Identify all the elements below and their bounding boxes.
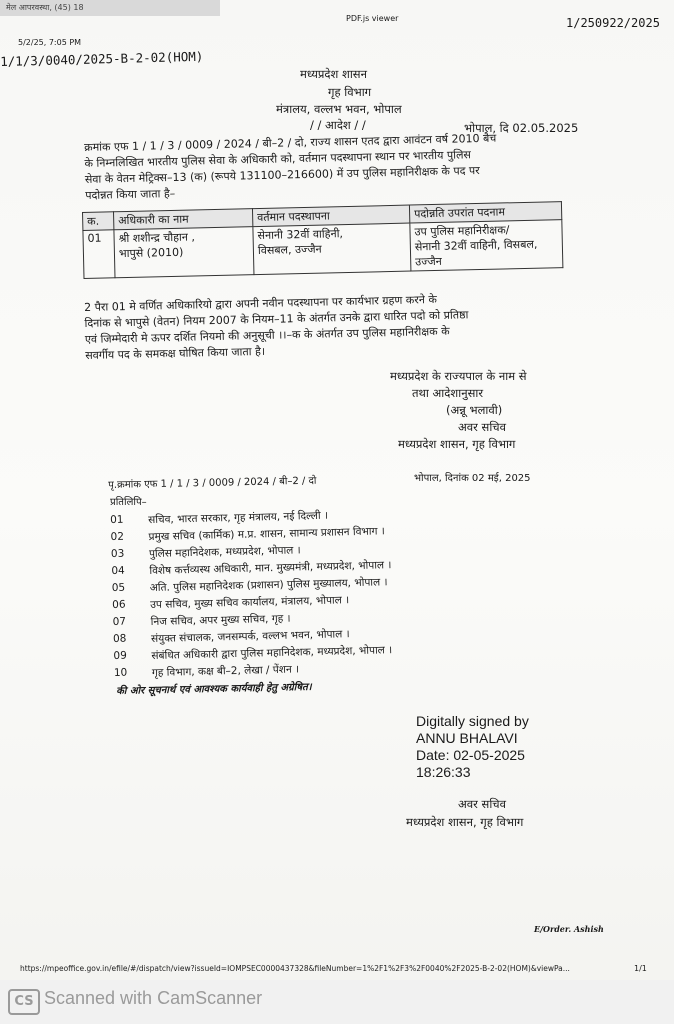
item-text: संबंधित अधिकारी द्वारा पुलिस महानिदेशक, मध्यप्रदेश, भोपाल । <box>151 644 393 663</box>
item-no: 05 <box>111 581 126 594</box>
cell-post <box>410 220 563 271</box>
item-text: अति. पुलिस महानिदेशक (प्रशासन) पुलिस मुख्यालय, भोपाल । <box>149 576 388 595</box>
camscanner-text: Scanned with CamScanner <box>44 988 263 1008</box>
para2-line: एवं जिम्मेदारी मे ऊपर दर्शित नियमो की अनुसूची ।।–क के अंतर्गत उप पुलिस महानिरीक्षक के <box>84 324 450 346</box>
intro-paragraph <box>84 131 498 204</box>
item-no: 07 <box>112 615 127 628</box>
footer-url[interactable]: https://mpeoffice.gov.in/efile/#/dispatch/view?issueId=IOMPSEC0000437328&fileNumber=1%2F1%2F3%2F0040%2F2025-B-2-02(HOM)&viewPa... <box>20 964 570 973</box>
camscanner-logo: CS <box>8 989 40 1015</box>
top-left-strip-text: मेल आपरवस्था, (45) 18 <box>6 3 84 12</box>
cell-no: 01 <box>83 230 115 279</box>
distribution-list <box>110 503 544 683</box>
item-no: 02 <box>110 530 125 543</box>
item-no: 01 <box>110 513 124 526</box>
intro-line: क्रमांक एफ 1 / 1 / 3 / 0009 / 2024 / बी–2 / दो, राज्य शासन एतद द्वारा आवंटन वर्ष 2010 बैच <box>84 131 497 154</box>
signature-line: 18:26:33 <box>416 764 471 780</box>
item-text: प्रमुख सचिव (कार्मिक) म.प्र. शासन, सामान्य प्रशासन विभाग । <box>148 525 385 544</box>
item-text: सचिव, भारत सरकार, गृह मंत्रालय, नई दिल्ली । <box>148 509 329 527</box>
endorsement-place-date: भोपाल, दिनांक 02 मई, 2025 <box>414 473 531 484</box>
item-text: उप सचिव, मुख्य सचिव कार्यालय, मंत्रालय, भोपाल । <box>150 594 350 612</box>
intro-line: पदोन्नत किया जाता है– <box>85 186 176 202</box>
cell-name <box>114 227 254 278</box>
intro-line: के निम्नलिखित भारतीय पुलिस सेवा के अधिकारी को, वर्तमान पदस्थापना स्थान पर भारतीय पुलिस <box>84 148 472 170</box>
table-row <box>83 220 563 279</box>
item-text: विशेष कर्त्तव्यस्थ अधिकारी, मान. मुख्यमंत्री, मध्यप्रदेश, भोपाल । <box>149 559 392 578</box>
para2-line: दिनांक से भापुसे (वेतन) नियम 2007 के नियम–11 के अंतर्गत उनके द्वारा धारित पदो को प्रतिष्ठा <box>84 308 469 330</box>
item-no: 04 <box>111 564 125 577</box>
bottom-sign-line-2: मध्यप्रदेश शासन, गृह विभाग <box>406 815 524 829</box>
item-no: 06 <box>112 598 126 611</box>
item-no: 08 <box>112 632 127 645</box>
e-order-note: E/Order. Ashish <box>534 924 604 934</box>
office-line-1: मध्यप्रदेश शासन <box>300 67 367 81</box>
order-title: / / आदेश / / <box>310 118 366 132</box>
file-number: 1/1/3/0040/2025-B-2-02(HOM) <box>0 48 204 69</box>
signoff-line-2: तथा आदेशानुसार <box>412 386 484 400</box>
post-line: सेनानी 32वीं वाहिनी, विसबल, <box>414 237 538 254</box>
signature-line: ANNU BHALAVI <box>416 730 518 746</box>
item-text: गृह विभाग, कक्ष बी–2, लेखा / पेंशन । <box>151 663 300 680</box>
promotion-table <box>82 201 563 279</box>
para2-line: सवर्गीय पद के समकक्ष घोषित किया जाता है। <box>85 344 266 362</box>
signature-line: Date: 02-05-2025 <box>416 747 525 763</box>
item-text: पुलिस महानिदेशक, मध्यप्रदेश, भोपाल । <box>148 544 301 561</box>
col-header-no: क. <box>83 212 114 231</box>
signoff-line-5: मध्यप्रदेश शासन, गृह विभाग <box>398 437 516 451</box>
print-datetime: 5/2/25, 7:05 PM <box>18 38 82 47</box>
post-line: उज्जैन <box>415 254 442 269</box>
item-no: 10 <box>113 666 128 679</box>
col-header-current: वर्तमान पदस्थापना <box>252 205 409 227</box>
post-line: उप पुलिस महानिरीक्षक/ <box>414 223 510 239</box>
office-line-3: मंत्रालय, वल्लभ भवन, भोपाल <box>276 102 402 116</box>
digital-signature <box>416 713 529 781</box>
top-right-number: 1/250922/2025 <box>566 16 660 30</box>
footer-page: 1/1 <box>634 964 647 973</box>
signature-line: Digitally signed by <box>416 713 529 729</box>
name-line: श्री शशीन्द्र चौहान , <box>118 230 196 246</box>
col-header-post: पदोन्नति उपरांत पदनाम <box>409 202 561 223</box>
item-no: 03 <box>110 547 125 560</box>
signoff-line-4: अवर सचिव <box>458 420 506 434</box>
item-text: निज सचिव, अपर मुख्य सचिव, गृह । <box>150 612 291 629</box>
col-header-name: अधिकारी का नाम <box>114 209 253 230</box>
order-place-date: भोपाल, दि 02.05.2025 <box>464 121 579 135</box>
current-line: सेनानी 32वीं वाहिनी, <box>257 227 344 243</box>
signoff-line-1: मध्यप्रदेश के राज्यपाल के नाम से <box>390 369 527 383</box>
bottom-sign-line-1: अवर सचिव <box>458 797 506 811</box>
viewer-title: PDF.js viewer <box>346 14 399 23</box>
current-line: विसबल, उज्जैन <box>257 242 322 258</box>
copy-label: प्रतिलिपि– <box>110 497 147 508</box>
cell-current <box>253 223 411 275</box>
para2-line: 2 पैरा 01 मे वर्णित अधिकारियो द्वारा अपनी नवीन पदस्थापना पर कार्यभार ग्रहण करने के <box>84 292 437 314</box>
office-line-2: गृह विभाग <box>328 85 372 99</box>
forwarding-note: की ओर सूचनार्थ एवं आवश्यक कार्यवाही हेतु अग्रेषित। <box>116 681 312 697</box>
endorsement-number: पृ.क्रमांक एफ 1 / 1 / 3 / 0009 / 2024 / बी–2 / दो <box>108 475 317 491</box>
item-no: 09 <box>113 649 127 662</box>
paragraph-2 <box>84 291 469 364</box>
intro-line: सेवा के वेतन मेट्रिक्स–13 (क) (रूपये 131100–216600) में उप पुलिस महानिरीक्षक के पद पर <box>84 164 480 186</box>
name-line: भापुसे (2010) <box>118 245 184 261</box>
item-text: संयुक्त संचालक, जनसम्पर्क, वल्लभ भवन, भोपाल । <box>150 628 350 646</box>
signoff-line-3: (अन्नू भलावी) <box>446 403 503 417</box>
